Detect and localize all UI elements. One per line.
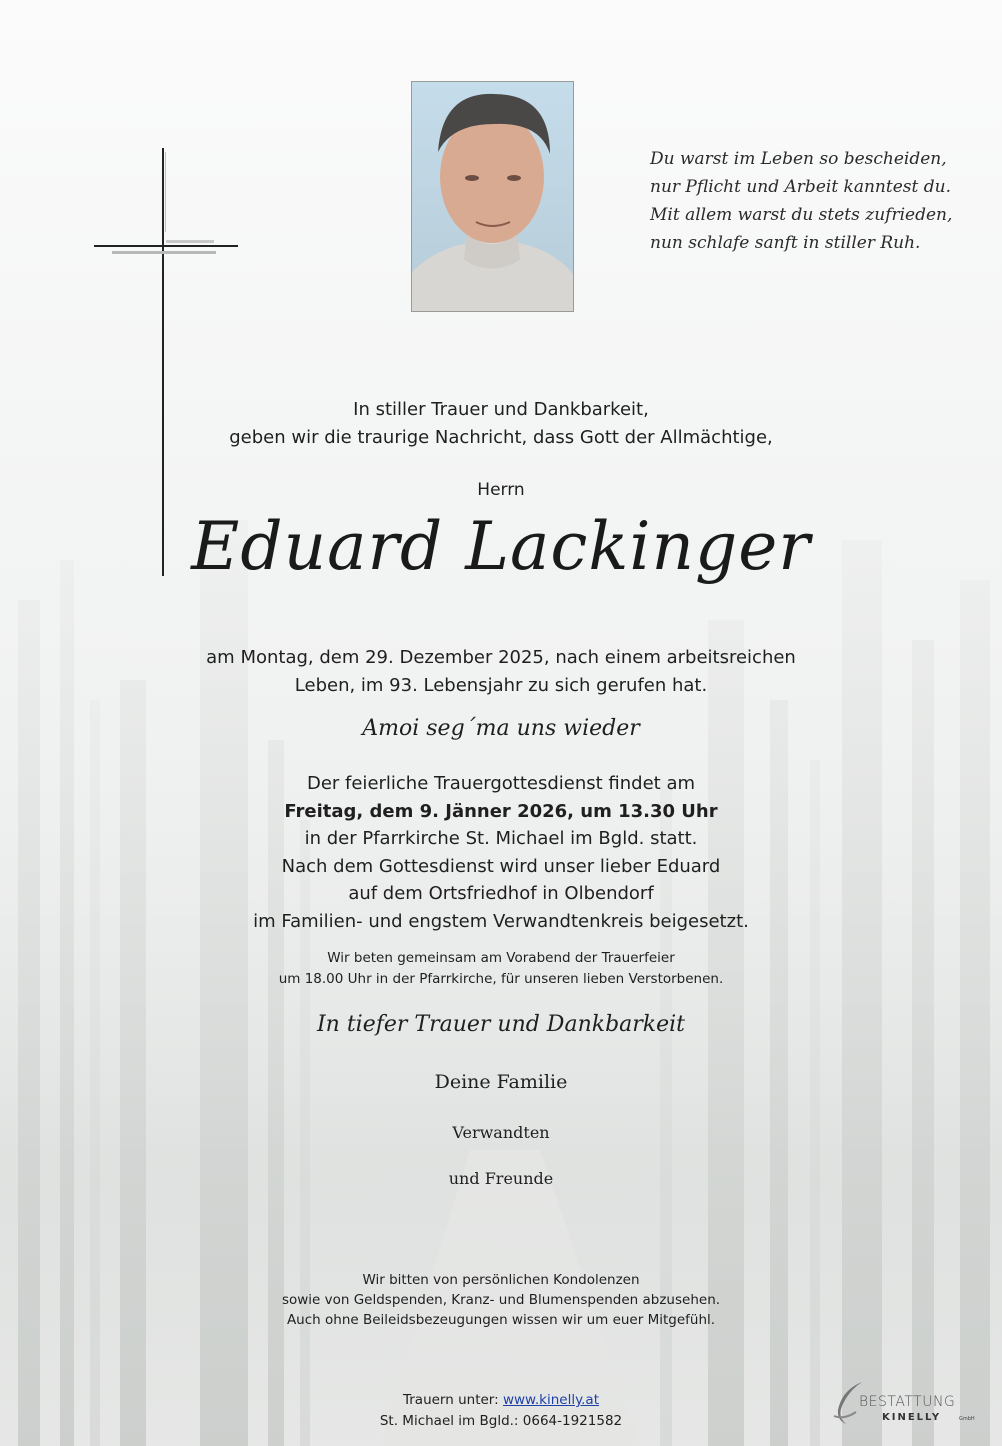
intro-line: In stiller Trauer und Dankbarkeit, (353, 399, 649, 420)
condolence-line: Auch ohne Beileidsbezeugungen wissen wir um euer Mitgefühl. (286, 1312, 716, 1328)
closing-phrase: In tiefer Trauer und Dankbarkeit (316, 1012, 686, 1037)
deceased-name: Eduard Lackinger (191, 508, 811, 585)
condolence-line: Wir bitten von persönlichen Kondolenzen (362, 1272, 640, 1288)
intro-line: geben wir die traurige Nachricht, dass Gott der Allmächtige, (229, 427, 773, 448)
cross-shadow (112, 251, 216, 254)
portrait-photo (411, 81, 574, 312)
funeral-home-logo (828, 1376, 978, 1436)
poem (650, 145, 953, 257)
intro-text (0, 396, 1002, 452)
logo-line1: BESTATTUNG (859, 1394, 956, 1410)
poem-line: Du warst im Leben so bescheiden, (650, 149, 947, 169)
death-notice (0, 644, 1002, 700)
website-link[interactable]: www.kinelly.at (502, 1392, 599, 1408)
poem-line: nun schlafe sanft in stiller Ruh. (650, 233, 921, 253)
service-date: Freitag, dem 9. Jänner 2026, um 13.30 Uhr (284, 800, 718, 822)
contact-prefix: Trauern unter: (402, 1392, 503, 1408)
portrait-icon (412, 82, 573, 311)
death-line: am Montag, dem 29. Dezember 2025, nach einem arbeitsreichen (206, 647, 796, 668)
vigil-line: Wir beten gemeinsam am Vorabend der Trauerfeier (327, 950, 675, 966)
contact-phone: St. Michael im Bgld.: 0664-1921582 (379, 1413, 623, 1429)
mourner-family: Deine Familie (434, 1071, 568, 1093)
logo-suffix: GmbH (959, 1416, 975, 1422)
poem-line: nur Pflicht und Arbeit kanntest du. (650, 177, 951, 197)
vigil-note (0, 948, 1002, 990)
vigil-line: um 18.00 Uhr in der Pfarrkirche, für unseren lieben Verstorbenen. (278, 971, 724, 987)
service-line: im Familien- und engstem Verwandtenkreis beigesetzt. (253, 910, 749, 932)
cross-bar (94, 245, 238, 247)
funeral-service (0, 770, 1002, 935)
mourner-relatives: Verwandten (452, 1123, 550, 1142)
cross-shadow (166, 240, 214, 243)
service-line: Nach dem Gottesdienst wird unser lieber Eduard (281, 855, 721, 877)
logo-line2: KINELLY (882, 1412, 942, 1423)
salutation: Herrn (477, 480, 525, 500)
poem-line: Mit allem warst du stets zufrieden, (650, 205, 953, 225)
cross-shadow (165, 152, 166, 232)
death-line: Leben, im 93. Lebensjahr zu sich gerufen hat. (294, 675, 708, 696)
service-line: in der Pfarrkirche St. Michael im Bgld. statt. (304, 828, 698, 849)
motto: Amoi seg´ma uns wieder (362, 716, 640, 741)
service-line: auf dem Ortsfriedhof in Olbendorf (348, 883, 654, 904)
mourner-friends: und Freunde (448, 1169, 554, 1188)
condolence-line: sowie von Geldspenden, Kranz- und Blumenspenden abzusehen. (281, 1292, 721, 1308)
condolence-note (0, 1270, 1002, 1330)
service-line: Der feierliche Trauergottesdienst findet am (306, 773, 696, 794)
